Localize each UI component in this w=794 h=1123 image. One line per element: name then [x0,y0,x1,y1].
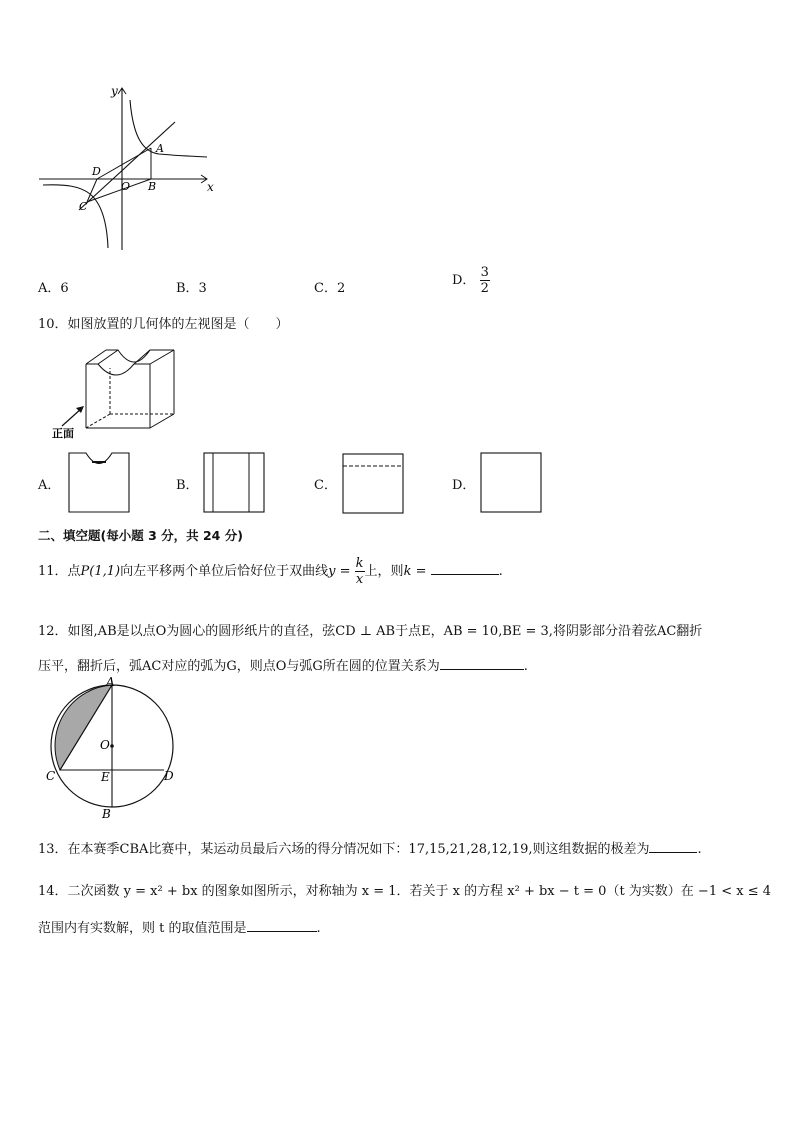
solid-top-front [86,364,150,375]
q10-option-a-label[interactable]: A． [38,478,61,493]
label-O: O [121,180,131,193]
fraction-denominator: 2 [480,281,489,296]
q14-line-2-text: 范围内有实数解，则 t 的取值范围是 [38,921,247,936]
label-O: O [100,738,110,752]
q10-option-b-label[interactable]: B． [176,478,199,493]
q13-end: . [697,842,702,857]
solid-edge [134,350,150,364]
shaded-region [55,685,112,770]
q12-circle-figure [44,676,184,820]
fraction-numerator: k [355,556,364,571]
q11-end: . [498,564,503,579]
q11-y-eq: y = [328,564,351,579]
label-C: C [79,200,88,213]
hyperbola-branch-2 [43,185,108,248]
label-y: y [111,84,118,98]
label-E: E [101,770,110,784]
q9-option-c[interactable]: C．2 [314,281,346,296]
q12-line-2-text: 压平，翻折后，弧AC对应的弧为G，则点O与弧G所在圆的位置关系为 [38,659,440,674]
q9-option-b[interactable]: B．3 [176,281,207,296]
q10-option-c-figure[interactable] [342,453,406,515]
q9-option-d-fraction [480,266,490,295]
solid-edge [150,414,174,428]
q10-text: 10．如图放置的几何体的左视图是（ ） [38,317,289,332]
q10-option-d-label[interactable]: D． [452,478,476,493]
q10-option-d-figure[interactable] [480,452,544,514]
q11-k-eq: k = [403,564,427,579]
fraction-denominator: x [355,572,364,587]
label-A: A [156,142,164,155]
q12-answer-blank[interactable] [440,657,524,670]
label-D: D [164,769,174,783]
front-label: 正面 [52,427,74,440]
q11-fraction [355,557,365,586]
label-D: D [92,165,101,178]
q9-figure [35,82,220,254]
q11-point: P(1,1) [80,564,121,579]
solid-edge [98,350,118,364]
q14-line-2 [38,917,321,936]
q9-option-d-label: D． [452,273,476,288]
line-C-B [87,179,151,202]
q13 [38,838,702,857]
q14-answer-blank[interactable] [247,919,317,932]
q10-option-b-figure[interactable] [203,452,267,514]
q10-solid-figure [48,344,183,440]
q10-option-a-figure[interactable] [68,452,132,514]
q9-option-a[interactable]: A．6 [38,281,69,296]
label-A: A [106,676,115,689]
q14-end: . [316,921,321,936]
label-B: B [148,180,157,193]
q11 [38,557,503,586]
q9-option-d[interactable] [452,266,490,295]
option-c-outline [343,454,403,513]
q11-after: 上，则 [364,564,404,579]
q13-answer-blank[interactable] [649,840,697,853]
solid-hidden-edge [86,414,110,428]
option-d-outline [481,453,541,512]
solid-edge [150,350,174,364]
section-2-title: 二、填空题(每小题 3 分，共 24 分) [38,528,243,543]
center-point [110,744,114,748]
q11-prefix: 11．点 [38,564,81,579]
q11-mid: 向左平移两个单位后恰好位于双曲线 [120,564,329,579]
label-C: C [46,769,56,783]
q11-answer-blank[interactable] [431,562,499,575]
solid-edge [86,350,106,364]
q13-text: 13．在本赛季CBA比赛中，某运动员最后六场的得分情况如下：17,15,21,28,12,19,则这组数据的极差为 [38,842,650,857]
q12-line-2 [38,655,528,674]
label-B: B [102,807,111,820]
q10-option-c-label[interactable]: C． [314,478,337,493]
q12-line-1: 12．如图,AB是以点O为圆心的圆形纸片的直径，弦CD ⊥ AB于点E，AB = 10,BE = 3,将阴影部分沿着弦AC翻折 [38,624,703,639]
label-x: x [207,180,214,194]
line-D-A [97,148,151,179]
q14-line-1: 14．二次函数 y = x² + bx 的图象如图所示，对称轴为 x = 1．若关于 x 的方程 x² + bx − t = 0（t 为实数）在 −1 < x ≤ 4 [38,884,772,899]
fraction-numerator: 3 [480,265,489,280]
q12-end: . [523,659,528,674]
